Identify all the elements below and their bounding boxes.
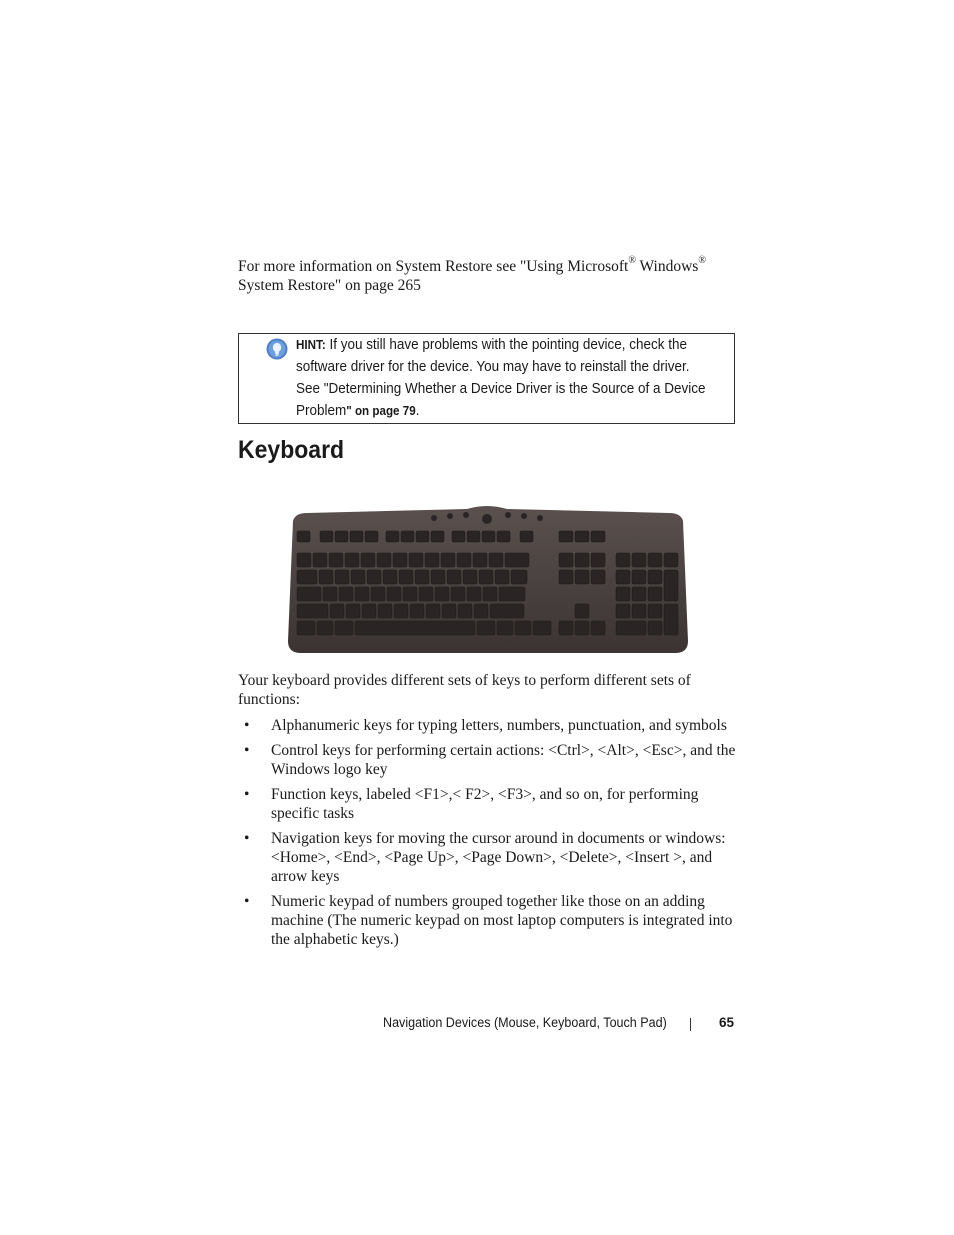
hint-line-2: software driver for the device. You may have to reinstall the driver. [296, 359, 690, 375]
bullet-mark: • [244, 893, 250, 910]
keyboard-key [367, 570, 381, 584]
keyboard-key [664, 604, 678, 635]
keyboard-key [648, 587, 662, 601]
keyboard-key [378, 604, 392, 618]
keyboard-key [410, 604, 424, 618]
keyboard-key [383, 570, 397, 584]
hint-box [238, 333, 735, 424]
keyboard-key [616, 604, 630, 618]
keyboard-key [559, 621, 573, 635]
keyboard-key [387, 587, 401, 601]
keyboard-key [489, 553, 503, 567]
hint-page-ref: " on page 79 [346, 404, 416, 418]
keyboard-key [511, 570, 527, 584]
keyboard-key [473, 553, 487, 567]
section-heading: Keyboard [238, 436, 345, 464]
list-item-text: Control keys for performing certain actions: <Ctrl>, <Alt>, <Esc>, and the Windows logo key [271, 742, 736, 778]
keyboard-key [490, 604, 524, 618]
keyboard-key [355, 587, 369, 601]
keyboard-key [335, 531, 348, 542]
keyboard-key [350, 531, 363, 542]
list-item-text: Alphanumeric keys for typing letters, numbers, punctuation, and symbols [271, 717, 727, 734]
keyboard-key [616, 570, 630, 584]
keyboard-key [297, 604, 328, 618]
keyboard-key [497, 531, 510, 542]
keyboard-key [330, 604, 344, 618]
keyboard-key [401, 531, 414, 542]
keyboard-key [317, 621, 333, 635]
keyboard-key [591, 553, 605, 567]
list-item-text: Function keys, labeled <F1>,< F2>, <F3>, and so on, for performing specific tasks [271, 786, 699, 822]
keyboard-key [591, 531, 605, 542]
keyboard-key [575, 621, 589, 635]
keyboard-key [664, 570, 678, 601]
keyboard-key [451, 587, 465, 601]
keyboard-key [329, 553, 343, 567]
list-item [238, 892, 738, 949]
keyboard-key [458, 604, 472, 618]
keyboard-key [441, 553, 455, 567]
keyboard-key [482, 531, 495, 542]
registered-mark: ® [628, 254, 636, 266]
keyboard-key [591, 570, 605, 584]
hint-text [296, 334, 706, 422]
keyboard-key [479, 570, 493, 584]
keyboard-key [355, 621, 475, 635]
keyboard-key [520, 531, 533, 542]
keyboard-key [431, 570, 445, 584]
keyboard-key [431, 531, 444, 542]
keyboard-key [664, 553, 678, 567]
keyboard-key [632, 604, 646, 618]
keyboard-key [335, 621, 353, 635]
keyboard-key [339, 587, 353, 601]
keyboard-key [632, 570, 646, 584]
keyboard-key [632, 553, 646, 567]
keyboard-key [362, 604, 376, 618]
bullet-mark: • [244, 717, 250, 734]
hint-line-1: If you still have problems with the pointing device, check the [325, 337, 688, 353]
keyboard-key [467, 587, 481, 601]
keyboard-key [648, 570, 662, 584]
keyboard-key [416, 531, 429, 542]
keyboard-key [426, 604, 440, 618]
keyboard-key [477, 621, 495, 635]
list-item [238, 716, 738, 735]
keyboard-key [591, 621, 605, 635]
bullet-mark: • [244, 786, 250, 803]
keyboard-key [377, 553, 391, 567]
intro-text-2: Windows [635, 258, 699, 275]
intro-paragraph [238, 254, 738, 295]
keyboard-key [371, 587, 385, 601]
intro-text-3: System Restore" on page 265 [238, 277, 421, 294]
keyboard-key [419, 587, 433, 601]
keyboard-key [323, 587, 337, 601]
keyboard-key [474, 604, 488, 618]
list-item [238, 829, 738, 886]
keyboard-key [575, 570, 589, 584]
keyboard-key [365, 531, 378, 542]
keyboard-key [515, 621, 531, 635]
bullet-mark: • [244, 830, 250, 847]
keyboard-key [335, 570, 349, 584]
keyboard-key [533, 621, 551, 635]
keyboard-key [447, 570, 461, 584]
keyboard-key [394, 604, 408, 618]
keyboard-key [505, 553, 529, 567]
keyboard-key [393, 553, 407, 567]
keyboard-key [409, 553, 423, 567]
hint-label: HINT: [296, 338, 326, 352]
keyboard-key [386, 531, 399, 542]
keyboard-key [559, 570, 573, 584]
keyboard-key [575, 553, 589, 567]
keyboard-key [319, 570, 333, 584]
keyboard-key [495, 570, 509, 584]
hint-period: . [415, 403, 420, 419]
keyboard-key [467, 531, 480, 542]
keyboard-key [351, 570, 365, 584]
keyboard-key [632, 587, 646, 601]
keyboard-key [435, 587, 449, 601]
keyboard-key [297, 587, 321, 601]
keyboard-key [415, 570, 429, 584]
keyboard-image [287, 503, 689, 655]
keyboard-key [320, 531, 333, 542]
list-item [238, 741, 738, 779]
footer-chapter-title: Navigation Devices (Mouse, Keyboard, Touch Pad) [383, 1015, 667, 1030]
keyboard-key [483, 587, 497, 601]
footer-divider [690, 1018, 691, 1031]
keyboard-key [425, 553, 439, 567]
keyboard-key [497, 621, 513, 635]
keyboard-key [575, 604, 589, 618]
keyboard-key [297, 531, 310, 542]
list-item-text: Navigation keys for moving the cursor around in documents or windows: <Home>, <End>, <Page Up>, <Page Down>, <Delete>, <Insert >, and arrow keys [271, 830, 726, 885]
registered-mark: ® [698, 254, 706, 266]
keyboard-key [452, 531, 465, 542]
keyboard-key [616, 587, 630, 601]
keyboard-key [457, 553, 471, 567]
list-item [238, 785, 738, 823]
intro-text-1: For more information on System Restore see "Using Microsoft [238, 258, 629, 275]
keyboard-key [559, 553, 573, 567]
keyboard-key [313, 553, 327, 567]
hint-line-4: Problem [296, 403, 347, 419]
keyboard-key [403, 587, 417, 601]
keyboard-key [499, 587, 525, 601]
keyboard-key [399, 570, 413, 584]
keyboard-key [361, 553, 375, 567]
keyboard-key [297, 621, 315, 635]
keyboard-key [559, 531, 573, 542]
keyboard-key [442, 604, 456, 618]
bullet-list [238, 716, 738, 955]
keyboard-key [297, 570, 317, 584]
keyboard-key [575, 531, 589, 542]
keyboard-key [648, 621, 662, 635]
keyboard-key [616, 553, 630, 567]
body-paragraph: Your keyboard provides different sets of keys to perform different sets of functions: [238, 672, 691, 708]
hint-line-3: See "Determining Whether a Device Driver is the Source of a Device [296, 381, 706, 397]
bullet-mark: • [244, 742, 250, 759]
keyboard-key [346, 604, 360, 618]
keyboard-key [463, 570, 477, 584]
keyboard-key [616, 621, 646, 635]
page-number: 65 [718, 1015, 734, 1030]
keyboard-key [345, 553, 359, 567]
keyboard-key [648, 553, 662, 567]
keyboard-key [648, 604, 662, 618]
hint-lightbulb-icon [266, 338, 288, 360]
keyboard-key [297, 553, 311, 567]
list-item-text: Numeric keypad of numbers grouped together like those on an adding machine (The numeric keypad on most laptop computers is integrated into the alphabetic keys.) [271, 893, 733, 948]
